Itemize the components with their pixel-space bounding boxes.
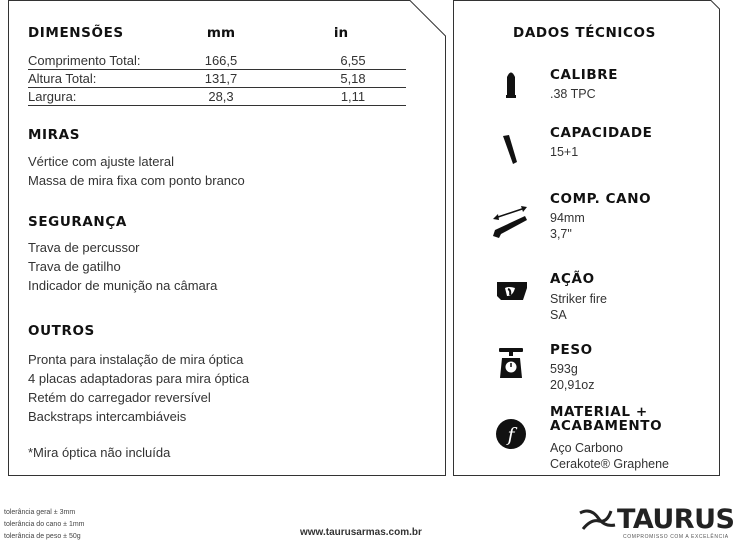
specs-card-right [453, 0, 720, 476]
spec-title: COMP. CANO [550, 191, 652, 207]
spec-value: SA [550, 308, 567, 322]
tech-data-heading: DADOS TÉCNICOS [513, 25, 656, 41]
scale-icon [493, 346, 529, 382]
specs-card-left [8, 0, 446, 476]
dimension-in: 5,18 [340, 71, 366, 86]
spec-value: 15+1 [550, 145, 579, 159]
dimension-in: 6,55 [340, 53, 366, 68]
spec-title: MATERIAL + ACABAMENTO [550, 404, 663, 434]
dimension-mm: 166,5 [204, 53, 238, 68]
safety-heading: SEGURANÇA [28, 214, 127, 230]
spec-value: .38 TPC [550, 87, 596, 101]
list-item: Retém do carregador reversível [28, 390, 211, 405]
bull-horns-icon [577, 505, 617, 535]
dimension-label: Comprimento Total: [28, 53, 141, 68]
magazine-icon [493, 132, 529, 168]
list-item: Backstraps intercambiáveis [28, 409, 187, 424]
spec-title: PESO [550, 342, 593, 358]
spec-value: Cerakote® Graphene [550, 457, 670, 471]
others-heading: OUTROS [28, 323, 95, 339]
list-item: 4 placas adaptadoras para mira óptica [28, 371, 250, 386]
spec-title: CALIBRE [550, 67, 619, 83]
tolerance-note: tolerância de peso ± 50g [4, 533, 81, 540]
list-item: Trava de gatilho [28, 259, 121, 274]
sights-heading: MIRAS [28, 127, 81, 143]
list-item: Pronta para instalação de mira óptica [28, 352, 244, 367]
spec-title: AÇÃO [550, 271, 595, 287]
dimension-in: 1,11 [340, 89, 366, 104]
optics-note: *Mira óptica não incluída [28, 445, 171, 460]
spec-value: 20,91oz [550, 378, 595, 392]
taurus-logo [575, 501, 734, 544]
list-item: Massa de mira fixa com ponto branco [28, 173, 245, 188]
dimension-label: Largura: [28, 89, 77, 104]
tolerance-note: tolerância geral ± 3mm [4, 509, 76, 516]
spec-title: CAPACIDADE [550, 125, 653, 141]
spec-value: Aço Carbono [550, 441, 623, 455]
table-row [28, 70, 406, 88]
svg-text:f: f [507, 424, 515, 446]
in-column-header: in [333, 25, 349, 41]
list-item: Vértice com ajuste lateral [28, 154, 174, 169]
dimensions-heading: DIMENSÕES [28, 25, 124, 41]
spec-value: 94mm [550, 211, 585, 225]
dimension-label: Altura Total: [28, 71, 97, 86]
tolerance-note: tolerância do cano ± 1mm [4, 521, 85, 528]
table-row [28, 88, 406, 106]
brand-name: TAURUS [617, 504, 734, 535]
dimension-mm: 131,7 [204, 71, 238, 86]
cartridge-icon [493, 67, 529, 103]
spec-value: 3,7" [550, 227, 572, 241]
spec-value: Striker fire [550, 292, 607, 306]
brand-tagline: COMPROMISSO COM A EXCELÊNCIA [623, 534, 729, 540]
barrel-length-icon [489, 204, 533, 240]
table-row [28, 52, 406, 70]
website-link[interactable]: www.taurusarmas.com.br [300, 527, 422, 538]
trigger-icon [493, 274, 529, 310]
finish-icon [495, 418, 527, 450]
list-item: Indicador de munição na câmara [28, 278, 218, 293]
list-item: Trava de percussor [28, 240, 140, 255]
mm-column-header: mm [206, 25, 236, 41]
dimension-mm: 28,3 [208, 89, 234, 104]
spec-value: 593g [550, 362, 578, 376]
